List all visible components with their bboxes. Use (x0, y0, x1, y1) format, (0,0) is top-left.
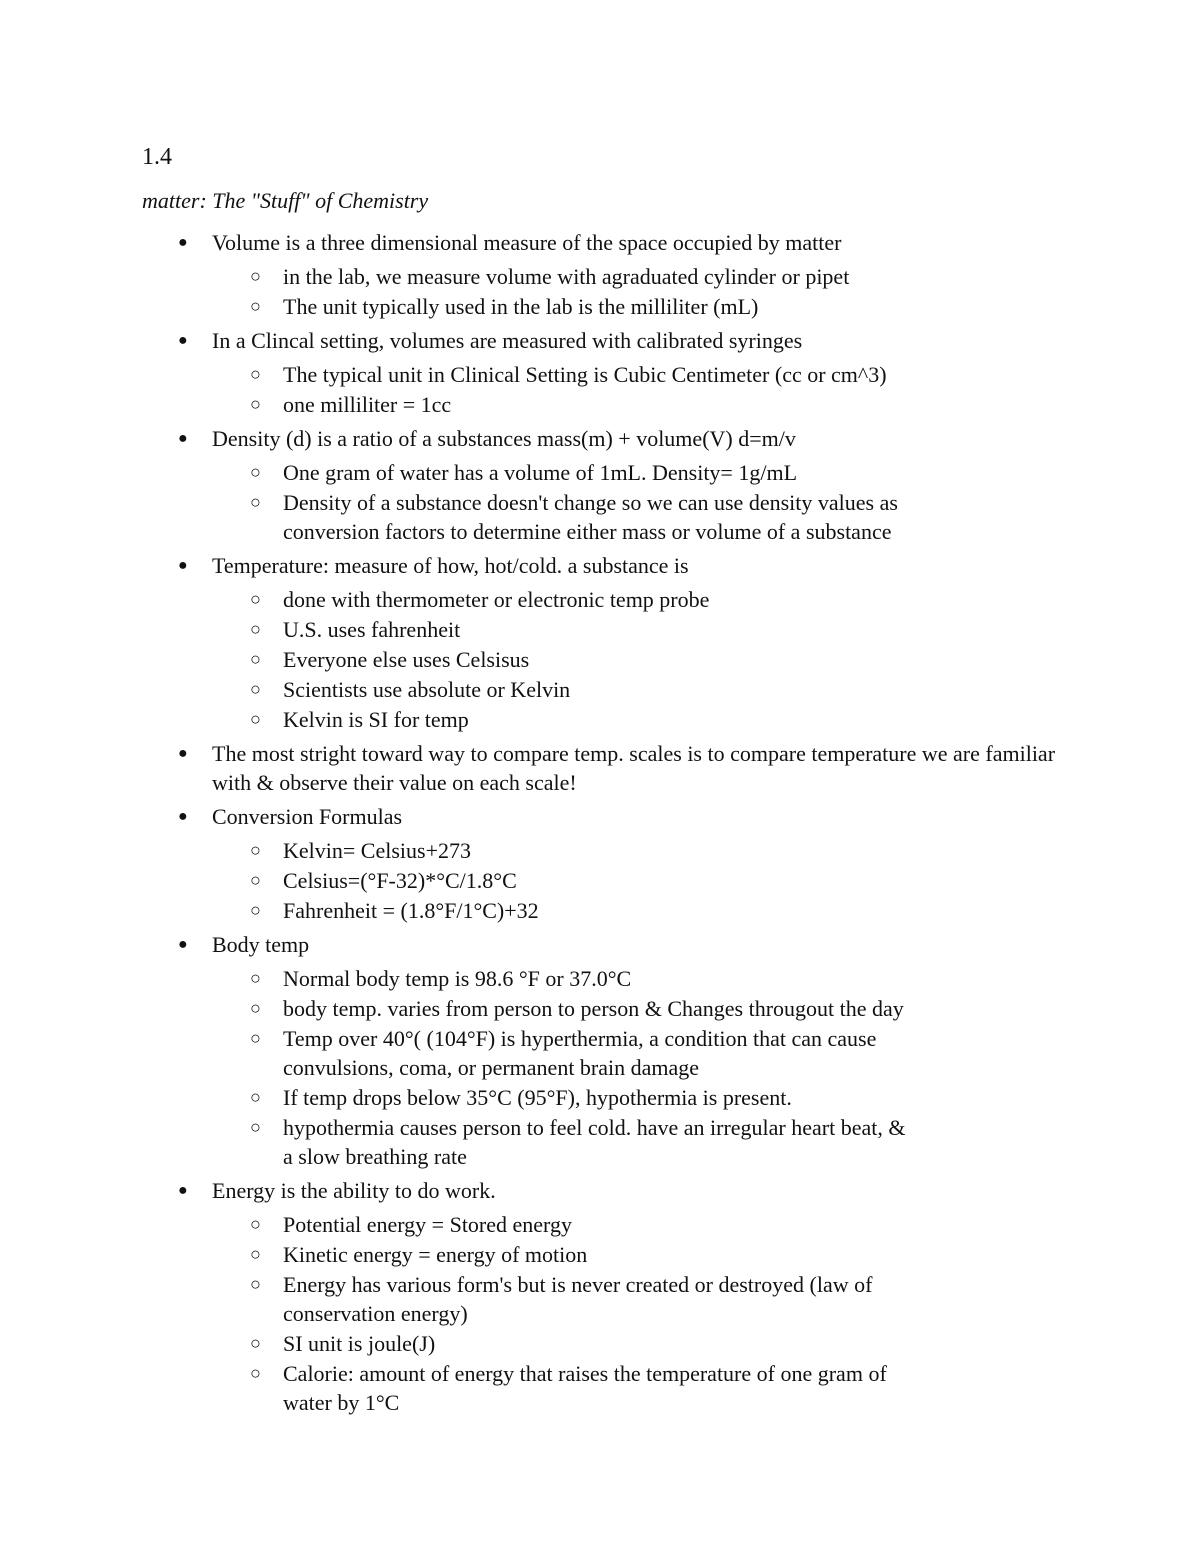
sub-bullet-icon: ○ (250, 679, 261, 699)
outline-item-text: Volume is a three dimensional measure of the space occupied by matter (212, 230, 842, 255)
sub-list (212, 360, 1060, 419)
bullet-icon: ● (178, 936, 188, 953)
sub-bullet-icon: ○ (250, 1214, 261, 1234)
sub-item (0, 866, 1060, 895)
sub-item-text: Density of a substance doesn't change so we can use density values as conversion factors to determine either mass or volume of a substance (283, 490, 898, 544)
sub-item-text: hypothermia causes person to feel cold. have an irregular heart beat, & a slow breathing rate (283, 1115, 906, 1169)
section-subtitle: matter: The "Stuff" of Chemistry (142, 188, 429, 213)
sub-bullet-icon: ○ (250, 1244, 261, 1264)
sub-item (0, 360, 1060, 389)
sub-item-text: The unit typically used in the lab is the milliliter (mL) (283, 294, 759, 319)
sub-item (0, 615, 1060, 644)
outline-item-text: The most stright toward way to compare temp. scales is to compare temperature we are familiar with & observe their value on each scale! (212, 741, 1056, 795)
sub-item (0, 1270, 1060, 1328)
bullet-icon: ● (178, 332, 188, 349)
sub-item (0, 1083, 1060, 1112)
sub-bullet-icon: ○ (250, 394, 261, 414)
sub-bullet-icon: ○ (250, 1117, 261, 1137)
outline-item-text: In a Clincal setting, volumes are measured with calibrated syringes (212, 328, 803, 353)
sub-bullet-icon: ○ (250, 1333, 261, 1353)
sub-item-text: Potential energy = Stored energy (283, 1212, 572, 1237)
sub-bullet-icon: ○ (250, 968, 261, 988)
sub-list (212, 585, 1060, 734)
sub-bullet-icon: ○ (250, 709, 261, 729)
sub-bullet-icon: ○ (250, 1363, 261, 1383)
sub-item (0, 836, 1060, 865)
bullet-icon: ● (178, 557, 188, 574)
outline-item (0, 228, 1200, 321)
sub-item-text: one milliliter = 1cc (283, 392, 452, 417)
sub-bullet-icon: ○ (250, 619, 261, 639)
sub-item (0, 1329, 1060, 1358)
sub-item (0, 390, 1060, 419)
sub-item-text: U.S. uses fahrenheit (283, 617, 461, 642)
sub-item-text: in the lab, we measure volume with agraduated cylinder or pipet (283, 264, 850, 289)
bullet-icon: ● (178, 745, 188, 762)
sub-item-text: SI unit is joule(J) (283, 1331, 436, 1356)
sub-item (0, 964, 1060, 993)
sub-item-text: Calorie: amount of energy that raises the temperature of one gram of water by 1°C (283, 1361, 887, 1415)
sub-item (0, 458, 1060, 487)
sub-item (0, 1024, 1060, 1082)
outline-item-text: Energy is the ability to do work. (212, 1178, 496, 1203)
sub-list (212, 262, 1060, 321)
sub-list (212, 458, 1060, 546)
sub-item (0, 292, 1060, 321)
sub-item-text: Normal body temp is 98.6 °F or 37.0°C (283, 966, 632, 991)
sub-bullet-icon: ○ (250, 900, 261, 920)
sub-bullet-icon: ○ (250, 364, 261, 384)
bullet-icon: ● (178, 234, 188, 251)
sub-bullet-icon: ○ (250, 840, 261, 860)
sub-item-text: Celsius=(°F-32)*°C/1.8°C (283, 868, 517, 893)
outline-item-text: Body temp (212, 932, 310, 957)
sub-item-text: If temp drops below 35°C (95°F), hypothermia is present. (283, 1085, 792, 1110)
section-number: 1.4 (142, 144, 172, 170)
bullet-icon: ● (178, 430, 188, 447)
sub-item-text: done with thermometer or electronic temp probe (283, 587, 710, 612)
sub-bullet-icon: ○ (250, 492, 261, 512)
sub-list (212, 964, 1060, 1171)
outline-item (0, 1176, 1200, 1417)
sub-bullet-icon: ○ (250, 266, 261, 286)
bullet-icon: ● (178, 1182, 188, 1199)
sub-item (0, 705, 1060, 734)
outline-item (0, 326, 1200, 419)
outline-item-text: Temperature: measure of how, hot/cold. a substance is (212, 553, 689, 578)
sub-bullet-icon: ○ (250, 998, 261, 1018)
sub-bullet-icon: ○ (250, 1087, 261, 1107)
sub-item (0, 1240, 1060, 1269)
sub-item-text: One gram of water has a volume of 1mL. Density= 1g/mL (283, 460, 798, 485)
outline-item (0, 930, 1200, 1171)
sub-bullet-icon: ○ (250, 462, 261, 482)
sub-item-text: Kinetic energy = energy of motion (283, 1242, 588, 1267)
sub-item (0, 1359, 1060, 1417)
sub-item (0, 1113, 1060, 1171)
sub-bullet-icon: ○ (250, 589, 261, 609)
sub-item-text: body temp. varies from person to person & Changes througout the day (283, 996, 904, 1021)
sub-item-text: Fahrenheit = (1.8°F/1°C)+32 (283, 898, 539, 923)
sub-item-text: Temp over 40°( (104°F) is hyperthermia, a condition that can cause convulsions, coma, or permanent brain damage (283, 1026, 877, 1080)
sub-item-text: Scientists use absolute or Kelvin (283, 677, 571, 702)
bullet-icon: ● (178, 808, 188, 825)
sub-item-text: The typical unit in Clinical Setting is Cubic Centimeter (cc or cm^3) (283, 362, 887, 387)
sub-item (0, 896, 1060, 925)
sub-item-text: Kelvin= Celsius+273 (283, 838, 471, 863)
sub-item (0, 994, 1060, 1023)
outline-item (0, 551, 1200, 734)
outline-item (0, 802, 1200, 925)
sub-bullet-icon: ○ (250, 870, 261, 890)
sub-item (0, 585, 1060, 614)
outline-item (0, 424, 1200, 546)
outline-item-text: Density (d) is a ratio of a substances mass(m) + volume(V) d=m/v (212, 426, 796, 451)
sub-item (0, 262, 1060, 291)
outline-item-text: Conversion Formulas (212, 804, 403, 829)
sub-item-text: Kelvin is SI for temp (283, 707, 469, 732)
sub-bullet-icon: ○ (250, 649, 261, 669)
sub-item (0, 488, 1060, 546)
outline-item (0, 739, 1200, 797)
sub-item (0, 645, 1060, 674)
sub-item-text: Energy has various form's but is never created or destroyed (law of conservation energy) (283, 1272, 873, 1326)
sub-item (0, 675, 1060, 704)
sub-item (0, 1210, 1060, 1239)
sub-bullet-icon: ○ (250, 1028, 261, 1048)
notes-outline (0, 228, 1200, 1422)
sub-item-text: Everyone else uses Celsisus (283, 647, 530, 672)
sub-bullet-icon: ○ (250, 296, 261, 316)
sub-bullet-icon: ○ (250, 1274, 261, 1294)
sub-list (212, 836, 1060, 925)
sub-list (212, 1210, 1060, 1417)
